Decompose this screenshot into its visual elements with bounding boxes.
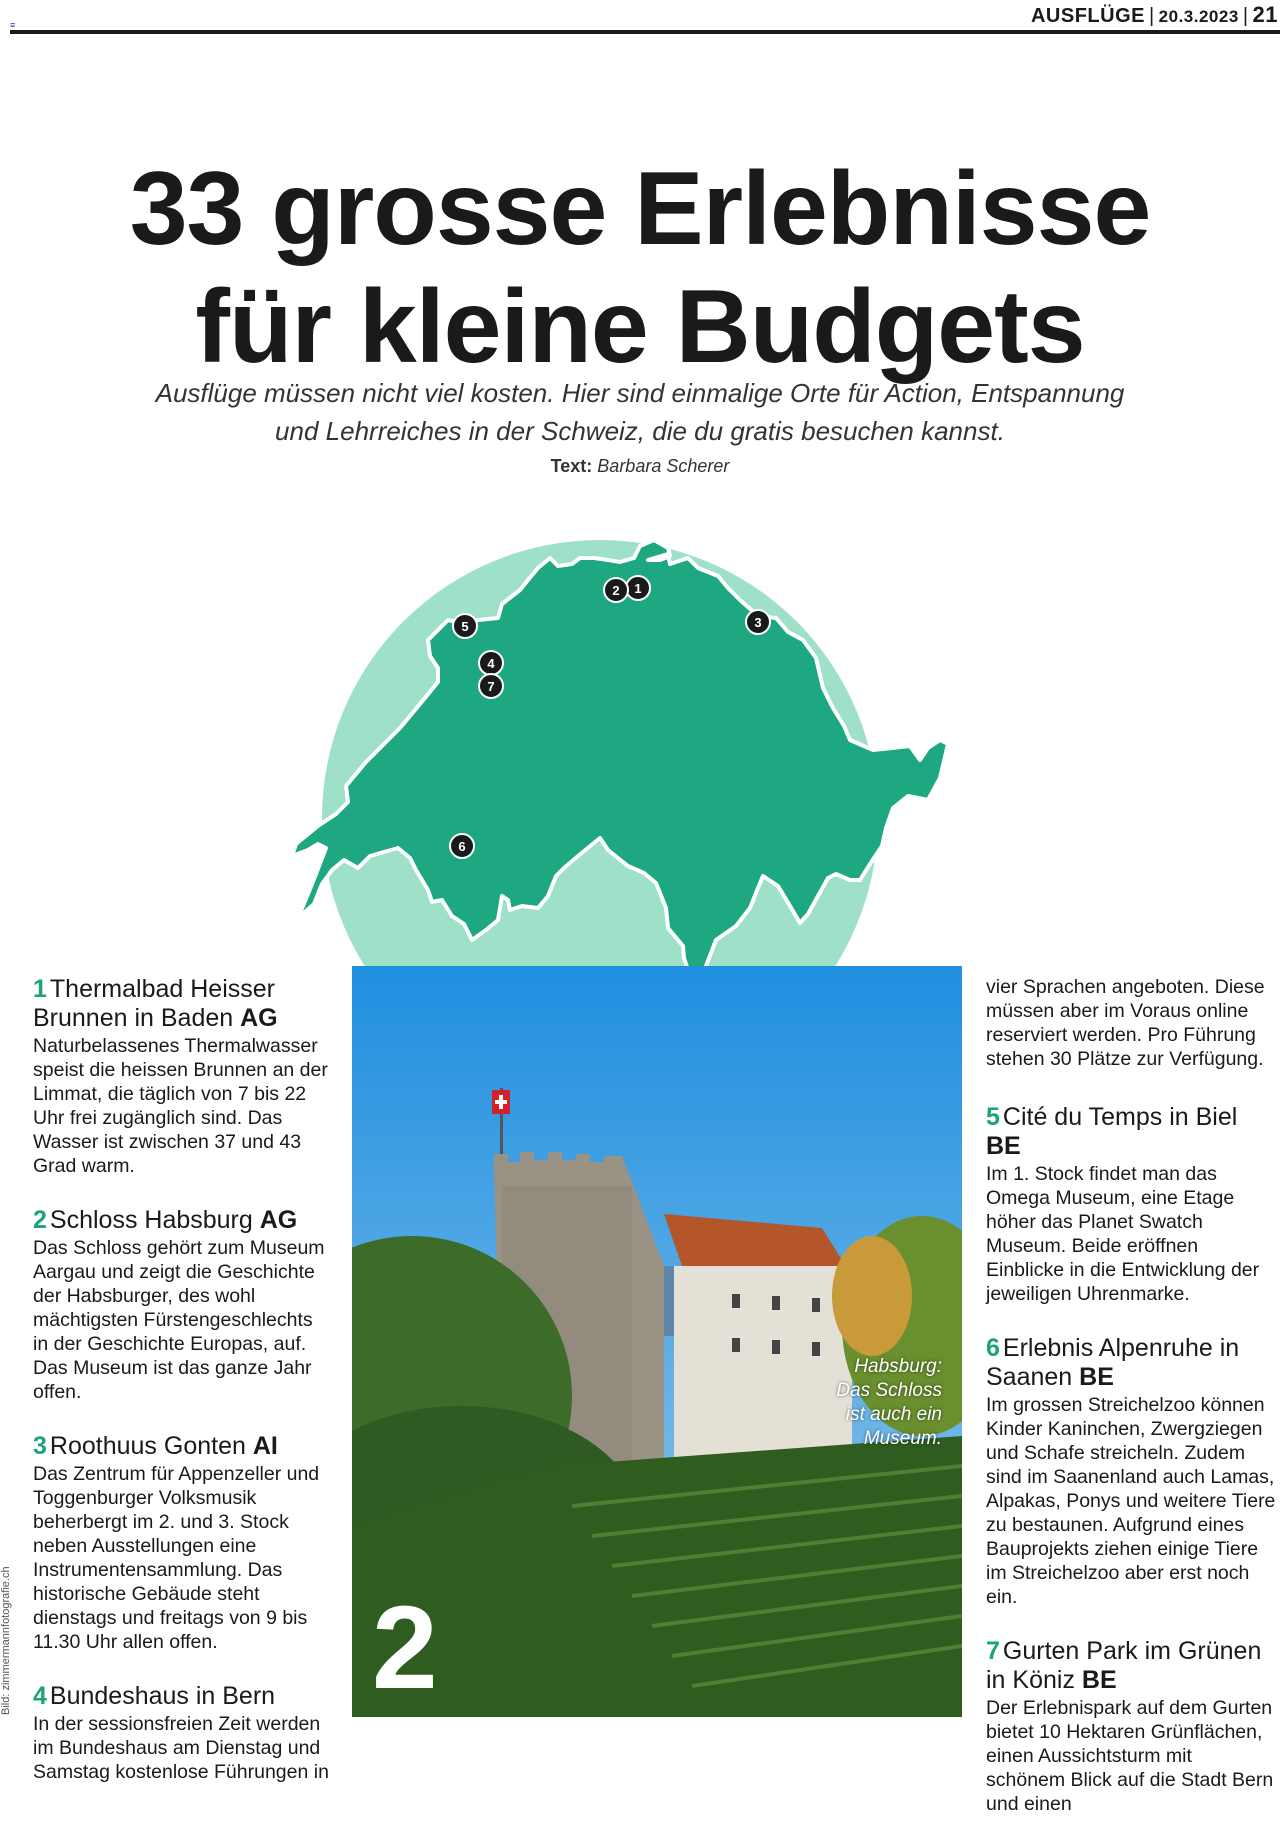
caption-line-2: Das Schloss	[836, 1380, 942, 1401]
entry-1	[33, 975, 333, 1178]
entry-number: 1	[33, 975, 47, 1003]
byline-label: Text:	[550, 456, 593, 476]
entry-text: Im 1. Stock findet man das Omega Museum, eine Etage höher das Planet Swatch Museum. Beide eröffnen Einblicke in die Entwicklung der jeweiligen Uhrenmarke.	[986, 1163, 1260, 1305]
article-title	[0, 150, 1280, 386]
castle-illustration	[352, 966, 962, 1717]
canton-code: AG	[259, 1206, 298, 1234]
map-marker-2	[604, 578, 628, 602]
entry-title: Roothuus Gonten	[49, 1432, 246, 1460]
svg-text:6: 6	[458, 839, 466, 854]
title-line-1: 33 grosse Erlebnisse	[129, 151, 1151, 267]
entry-title: Thermalbad Heisser Brunnen in Baden	[33, 975, 275, 1032]
caption-line-4: Museum.	[863, 1428, 942, 1449]
entry-title: Bundeshaus in Bern	[49, 1682, 276, 1710]
byline-author: Barbara Scherer	[597, 456, 730, 476]
svg-text:5: 5	[461, 619, 469, 634]
svg-text:4: 4	[487, 656, 495, 671]
entry-text: Das Schloss gehört zum Museum Aargau und zeigt die Geschichte der Habsburger, des wohl mächtigsten Fürstengeschlechts in der Geschichte Europas, auf. Das Museum ist das ganze Jahr offen.	[33, 1237, 325, 1403]
entry-7	[986, 1637, 1276, 1816]
issue-date: 20.3.2023	[1158, 7, 1239, 26]
entry-number: 5	[986, 1103, 1000, 1131]
canton-code: BE	[1079, 1363, 1114, 1391]
svg-text:2: 2	[612, 583, 620, 598]
running-header: AUSFLÜGE | 20.3.2023 | 21	[1030, 2, 1278, 27]
svg-text:1: 1	[634, 581, 642, 596]
svg-text:3: 3	[754, 615, 762, 630]
entry-heading	[986, 1103, 1276, 1161]
entry-number: 7	[986, 1637, 1000, 1665]
entry-heading	[986, 1334, 1276, 1392]
right-column	[986, 975, 1276, 1844]
entry-4	[33, 1682, 333, 1784]
canton-code: BE	[1081, 1666, 1117, 1694]
lead-line-1: Ausflüge müssen nicht viel kosten. Hier sind einmalige Orte für Action, Entspannung	[155, 378, 1125, 408]
entry-heading	[33, 1682, 333, 1711]
map-marker-6	[450, 834, 474, 858]
entry-5	[986, 1103, 1276, 1306]
canton-code: AG	[240, 1004, 278, 1032]
entry-heading	[33, 975, 333, 1033]
map-marker-4	[479, 651, 503, 675]
entry-number: 6	[986, 1334, 1000, 1362]
entry-3	[33, 1432, 333, 1654]
section-label: AUSFLÜGE	[1030, 5, 1145, 27]
entry-number: 2	[33, 1206, 47, 1234]
entry-text: Das Zentrum für Appenzeller und Toggenburger Volksmusik beherbergt im 2. und 3. Stock neben Ausstellungen eine Instrumentensammlung. Das historische Gebäude steht dienstags und freitags von 9 bis 11.30 Uhr allen offen.	[33, 1463, 320, 1653]
menu-icon: ≡	[10, 20, 16, 30]
byline	[0, 456, 1280, 477]
photo-credit: Bild: zimmermannfotografie.ch	[0, 1566, 12, 1715]
map-marker-1	[626, 576, 650, 600]
entry-title: Schloss Habsburg	[49, 1206, 253, 1234]
photo-number: 2	[372, 1582, 438, 1714]
map-marker-5	[453, 614, 477, 638]
svg-text:7: 7	[487, 679, 495, 694]
entry-2	[33, 1206, 333, 1404]
caption-line-1: Habsburg:	[854, 1356, 942, 1377]
castle-photo	[352, 966, 962, 1717]
entry-text: Der Erlebnispark auf dem Gurten bietet 10 Hektaren Grünflächen, einen Aussichtsturm mit schönem Blick auf die Stadt Bern und einen	[986, 1697, 1274, 1815]
entry-text: Naturbelassenes Thermalwasser speist die heissen Brunnen an der Limmat, die täglich von 7 bis 22 Uhr frei zugänglich sind. Das Wasser ist zwischen 37 und 43 Grad warm.	[33, 1035, 328, 1177]
caption-line-3: ist auch ein	[845, 1404, 942, 1425]
lead-line-2: und Lehrreiches in der Schweiz, die du gratis besuchen kannst.	[275, 416, 1005, 446]
page-number: 21	[1252, 2, 1278, 27]
left-column	[33, 975, 333, 1812]
entry-number: 4	[33, 1682, 47, 1710]
canton-code: AI	[252, 1432, 278, 1460]
continuation-text: vier Sprachen angeboten. Diese müssen aber im Voraus online reserviert werden. Pro Führung stehen 30 Plätze zur Verfügung.	[986, 976, 1265, 1070]
photo-caption	[802, 1355, 942, 1451]
title-line-2: für kleine Budgets	[195, 269, 1085, 385]
entry-text: In der sessionsfreien Zeit werden im Bundeshaus am Dienstag und Samstag kostenlose Führungen in	[33, 1713, 329, 1783]
entry-6	[986, 1334, 1276, 1609]
article-lead	[140, 374, 1140, 450]
entry-number: 3	[33, 1432, 47, 1460]
entry-title: Erlebnis Alpenruhe in Saanen	[986, 1334, 1240, 1391]
map-marker-3	[746, 610, 770, 634]
entry-heading	[33, 1432, 333, 1461]
entry-text: Im grossen Streichelzoo können Kinder Kaninchen, Zwergziegen und Schafe streicheln. Zudem sind im Saanenland auch Lamas, Alpakas, Ponys und weitere Tiere zu bestaunen. Aufgrund eines Bauprojekts ziehen einige Tiere im Streichelzoo aber erst noch ein.	[986, 1394, 1276, 1608]
entry-heading	[33, 1206, 333, 1235]
map-marker-7	[479, 674, 503, 698]
canton-code: BE	[986, 1132, 1021, 1160]
entry-heading	[986, 1637, 1276, 1695]
entry-title: Cité du Temps in Biel	[1002, 1103, 1238, 1131]
entry-title: Gurten Park im Grünen in Köniz	[986, 1637, 1262, 1694]
